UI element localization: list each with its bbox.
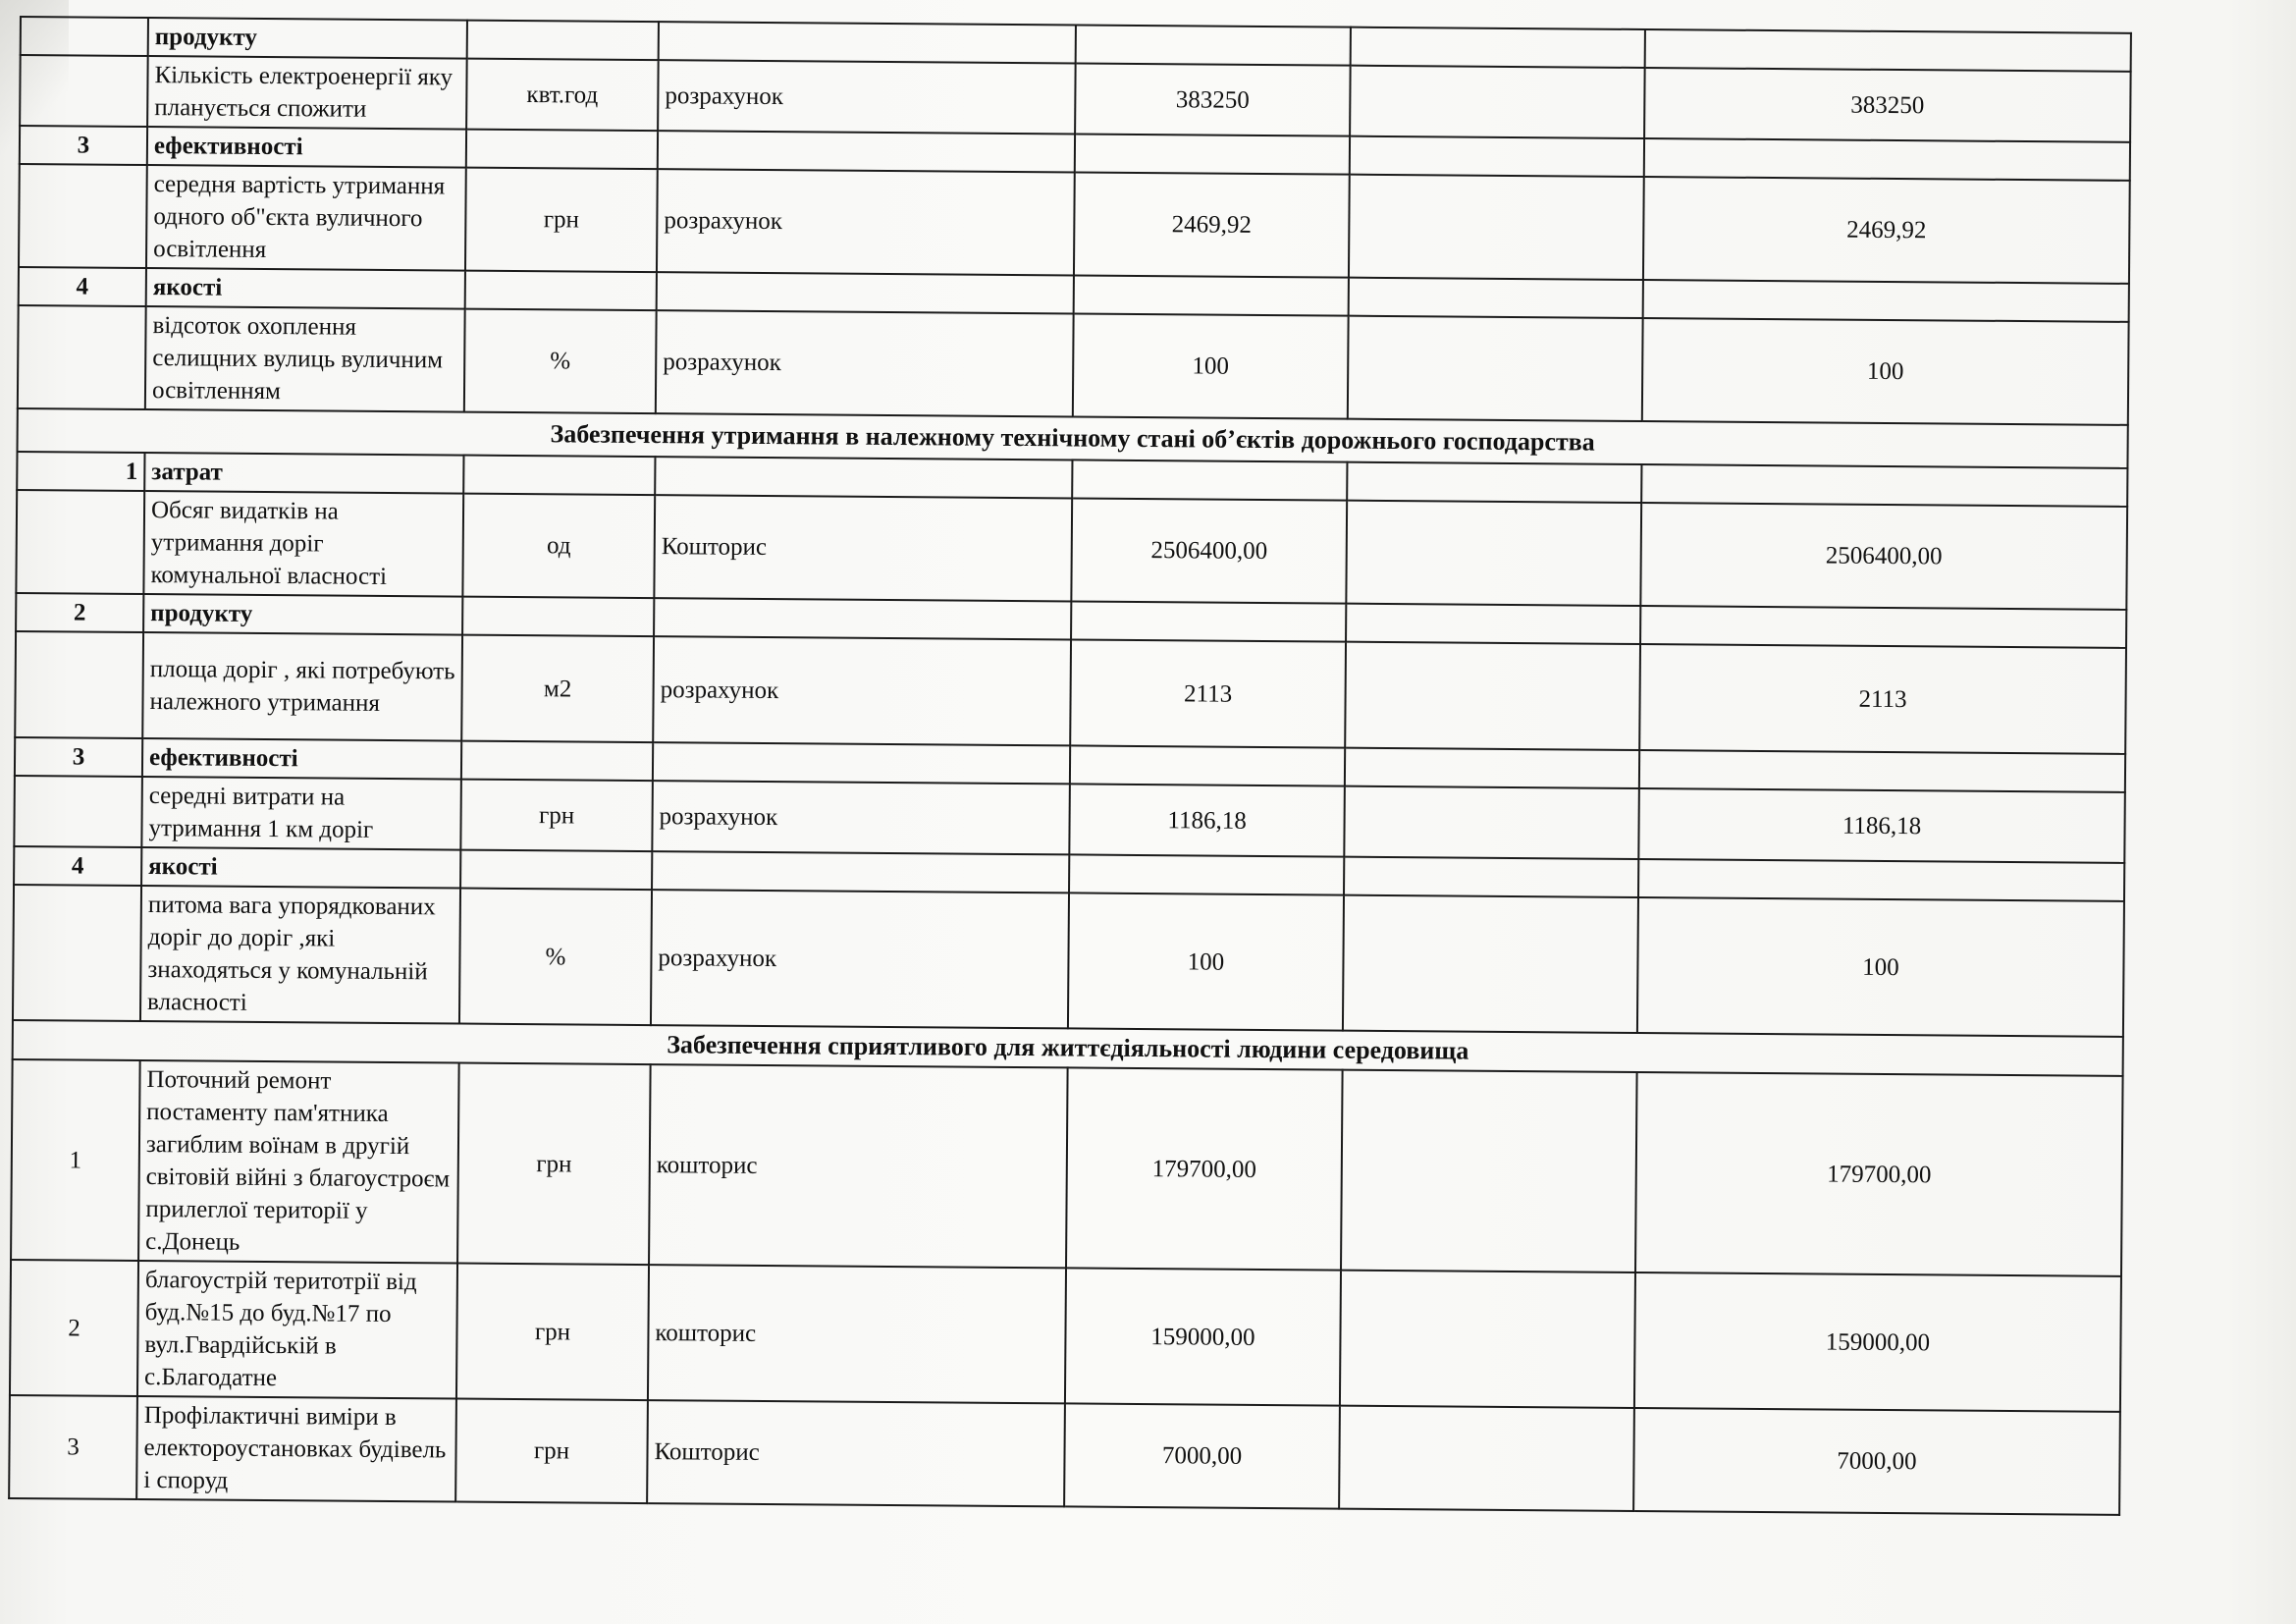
value-cell: 383250: [1075, 63, 1351, 135]
value-cell: [1340, 1271, 1635, 1408]
unit-cell: грн: [465, 168, 658, 273]
indicator-name: благоустрій теритотрії від буд.№15 до буд.№17 по вул.Гвардійській в с.Благодатне: [137, 1261, 457, 1399]
indicator-name: Обсяг видатків на утримання доріг комунальної власності: [143, 491, 463, 597]
indicator-name: середня вартість утримання одного об"єкта вуличного освітлення: [146, 165, 466, 271]
source-cell: кошторис: [648, 1265, 1066, 1403]
value-cell: 100: [1642, 318, 2129, 425]
unit-cell: квт.год: [466, 59, 659, 132]
value-cell: 159000,00: [1634, 1272, 2121, 1412]
value-cell: [1346, 501, 1641, 606]
row-number: 3: [9, 1395, 137, 1499]
category-label: якості: [146, 268, 465, 309]
budget-indicators-table: [8, 16, 2132, 1516]
row-number: 3: [20, 126, 147, 165]
source-cell: розрахунок: [651, 890, 1069, 1028]
section-title: Забезпечення утримання в належному технічному стані об’єктів дорожнього господарства: [18, 408, 2128, 468]
indicator-name: Профілактичні виміри в електороустановках будівель і споруд: [136, 1396, 456, 1502]
category-label: продукту: [148, 18, 467, 59]
value-cell: 2506400,00: [1071, 498, 1347, 603]
value-cell: 1186,18: [1638, 788, 2125, 863]
table-row: [11, 1059, 2123, 1276]
unit-cell: м2: [461, 635, 654, 743]
source-cell: Кошторис: [654, 495, 1072, 601]
category-label: ефективності: [147, 127, 466, 168]
category-label: продукту: [143, 594, 462, 635]
row-number: 4: [14, 846, 141, 886]
row-number: 4: [19, 267, 146, 306]
unit-cell: грн: [455, 1399, 648, 1504]
table-row: [16, 490, 2127, 610]
row-number: 1: [11, 1059, 140, 1261]
table-row: [19, 164, 2130, 284]
source-cell: розрахунок: [653, 636, 1071, 745]
value-cell: 159000,00: [1065, 1269, 1341, 1406]
category-label: ефективності: [142, 738, 461, 780]
value-cell: 7000,00: [1064, 1404, 1340, 1509]
value-cell: [1345, 642, 1640, 750]
indicator-name: Поточний ремонт постаменту пам'ятника загиблим воїнам в другій світовій війні з благоустроєм прилеглої території у с.Донець: [138, 1060, 459, 1264]
section-title: Забезпечення сприятливого для життєдіяльності людини середовища: [13, 1020, 2123, 1076]
indicator-name: відсоток охоплення селищних вулиць вуличним освітленням: [145, 306, 465, 412]
table-row: [9, 1395, 2120, 1515]
row-number: 3: [15, 737, 142, 777]
value-cell: [1348, 316, 1643, 421]
value-cell: 100: [1068, 893, 1344, 1030]
value-cell: 1186,18: [1069, 784, 1345, 856]
row-number: 2: [16, 593, 143, 632]
indicator-name: площа доріг , які потребують належного утримання: [142, 632, 462, 741]
value-cell: 100: [1637, 897, 2124, 1037]
unit-cell: грн: [456, 1264, 649, 1401]
unit-cell: грн: [460, 780, 653, 852]
unit-cell: грн: [457, 1063, 651, 1266]
source-cell: Кошторис: [647, 1400, 1065, 1506]
source-cell: розрахунок: [652, 781, 1070, 854]
indicator-name: середні витрати на утримання 1 км доріг: [141, 777, 461, 850]
source-cell: розрахунок: [657, 169, 1075, 275]
value-cell: [1350, 66, 1645, 138]
value-cell: [1339, 1406, 1634, 1511]
indicator-name: питома вага упорядкованих доріг до доріг ,які знаходяться у комунальній власності: [140, 886, 460, 1024]
value-cell: 2469,92: [1074, 172, 1350, 277]
value-cell: 2113: [1070, 639, 1346, 747]
indicator-name: Кількість електроенергії яку планується спожити: [147, 56, 467, 130]
category-label: якості: [141, 847, 460, 889]
value-cell: 2113: [1639, 644, 2126, 754]
row-number: 1: [17, 452, 144, 491]
table-row: [13, 885, 2124, 1037]
row-number: 2: [10, 1260, 138, 1396]
source-cell: розрахунок: [656, 310, 1074, 416]
table-row: [15, 631, 2126, 754]
value-cell: [1341, 1070, 1637, 1272]
category-label: затрат: [144, 453, 463, 494]
unit-cell: од: [462, 494, 655, 599]
table-row: [10, 1260, 2121, 1412]
value-cell: 100: [1073, 313, 1349, 418]
unit-cell: %: [459, 889, 652, 1026]
unit-cell: %: [464, 309, 657, 414]
value-cell: 2469,92: [1643, 177, 2130, 284]
value-cell: [1349, 175, 1644, 280]
value-cell: 383250: [1644, 68, 2131, 142]
value-cell: 2506400,00: [1640, 503, 2127, 610]
source-cell: розрахунок: [658, 60, 1076, 134]
value-cell: 7000,00: [1633, 1408, 2120, 1515]
table-row: [18, 305, 2129, 425]
value-cell: [1344, 786, 1639, 859]
value-cell: [1343, 895, 1638, 1033]
value-cell: 179700,00: [1635, 1072, 2123, 1276]
value-cell: 179700,00: [1066, 1068, 1343, 1271]
source-cell: кошторис: [649, 1064, 1068, 1268]
